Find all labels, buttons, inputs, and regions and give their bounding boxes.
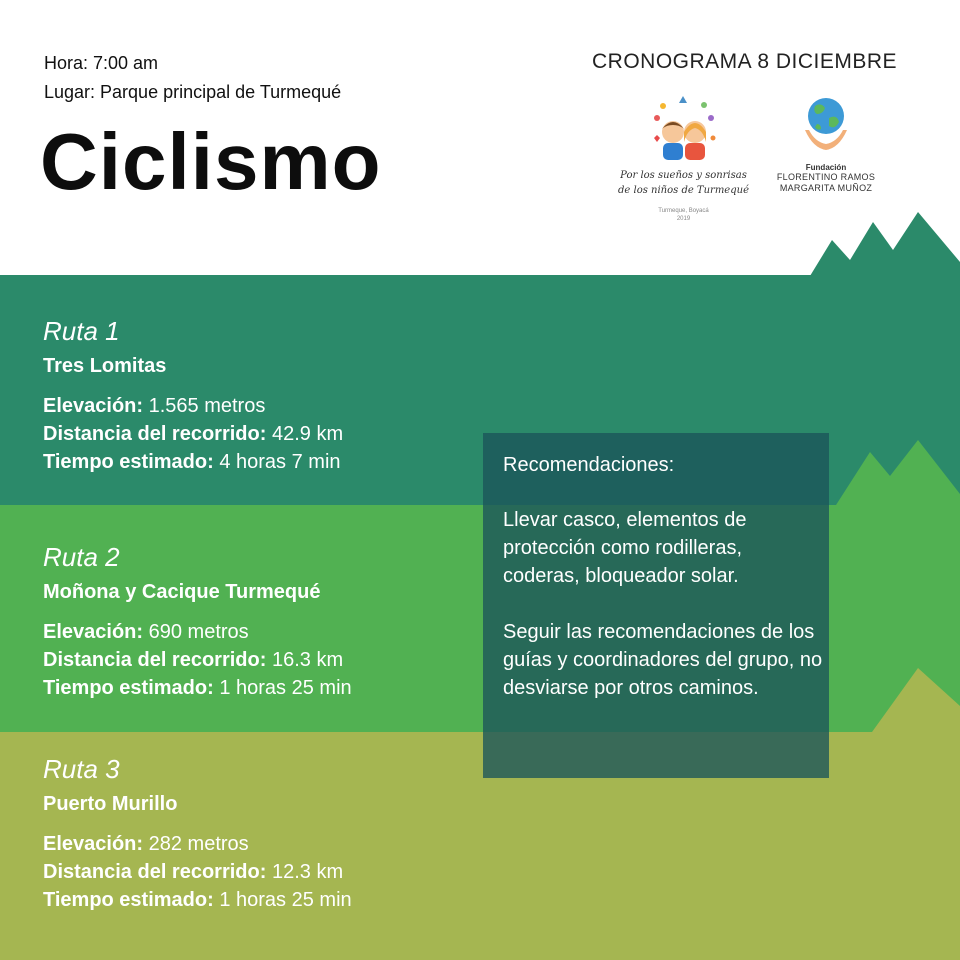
time-label: Tiempo estimado: — [43, 889, 214, 911]
route-stats — [43, 618, 352, 702]
elevation-value: 1.565 metros — [148, 395, 266, 417]
route-place: Puerto Murillo — [43, 793, 178, 815]
distance-value: 42.9 km — [271, 423, 344, 445]
foundation-name-line1: FLORENTINO RAMOS — [776, 172, 876, 182]
elevation-value: 690 metros — [148, 621, 249, 643]
lugar-text: Lugar: Parque principal de Turmequé — [44, 82, 342, 102]
recommendation-text-2: Seguir las recomendaciones de los guías y coordinadores del grupo, no desviarse por otros caminos. — [503, 621, 823, 699]
route-2 — [43, 544, 352, 702]
elevation-value: 282 metros — [148, 833, 249, 855]
foundation-logo — [770, 96, 882, 194]
kids-slogan-line1: Por los sueños y sonrisas — [620, 170, 747, 181]
distance-label: Distancia del recorrido: — [43, 649, 267, 671]
recommendation-text-1: Llevar casco, elementos de protección como rodilleras, coderas, bloqueador solar. — [503, 509, 747, 587]
globe-hands-icon — [803, 96, 849, 152]
kids-logo — [616, 96, 751, 236]
time-value: 1 horas 25 min — [219, 677, 352, 699]
distance-value: 16.3 km — [271, 649, 344, 671]
route-name: Ruta 2 — [43, 542, 120, 572]
distance-value: 12.3 km — [271, 861, 344, 883]
recommendations-title: Recomendaciones: — [503, 454, 675, 476]
route-3 — [43, 756, 352, 914]
elevation-label: Elevación: — [43, 621, 144, 643]
kids-place: Turmeque, Boyacá — [658, 208, 709, 214]
route-name: Ruta 3 — [43, 754, 120, 784]
kids-year: 2019 — [676, 216, 691, 222]
foundation-label: Fundación — [805, 163, 847, 172]
route-place: Moñona y Cacique Turmequé — [43, 581, 321, 603]
route-1 — [43, 318, 343, 476]
distance-label: Distancia del recorrido: — [43, 423, 267, 445]
time-value: 1 horas 25 min — [219, 889, 352, 911]
children-icon — [649, 96, 719, 162]
route-stats — [43, 392, 343, 476]
hora-text: Hora: 7:00 am — [44, 53, 159, 73]
time-value: 4 horas 7 min — [219, 451, 341, 473]
recommendations-panel — [483, 433, 829, 778]
route-place: Tres Lomitas — [43, 355, 167, 377]
page-title: Ciclismo — [40, 117, 382, 206]
kids-slogan-line2: de los niños de Turmequé — [618, 185, 749, 196]
elevation-label: Elevación: — [43, 395, 144, 417]
elevation-label: Elevación: — [43, 833, 144, 855]
foundation-name-line2: MARGARITA MUÑOZ — [779, 183, 873, 193]
cronograma-title: CRONOGRAMA 8 DICIEMBRE — [592, 50, 898, 73]
time-label: Tiempo estimado: — [43, 451, 214, 473]
route-name: Ruta 1 — [43, 316, 120, 346]
time-label: Tiempo estimado: — [43, 677, 214, 699]
route-stats — [43, 830, 352, 914]
distance-label: Distancia del recorrido: — [43, 861, 267, 883]
